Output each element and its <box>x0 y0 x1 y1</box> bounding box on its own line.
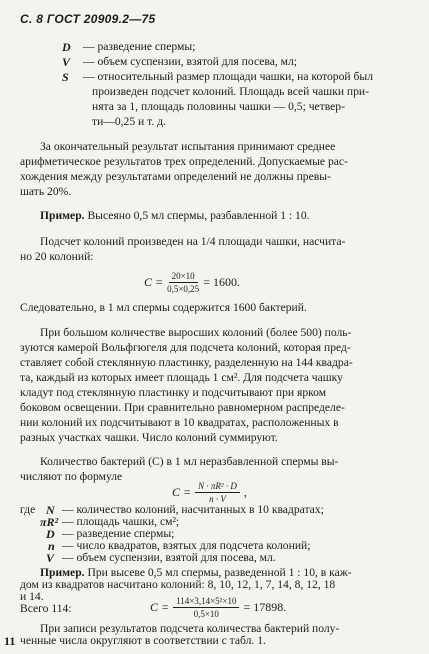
paragraph-line: При большом количестве выросших колоний (более 500) поль- <box>40 326 352 339</box>
def-text-cont: произведен подсчет колоний. Площадь всей чашки при- <box>92 85 369 98</box>
paragraph-line: зуются камерой Вольфгюгеля для подсчета колоний, которая пред- <box>20 341 351 354</box>
formula-3 <box>150 596 286 619</box>
def-symbol: S <box>62 70 69 84</box>
example-label: Пример. <box>40 209 85 222</box>
formula-numerator: 114×3,14×5²×10 <box>173 596 239 608</box>
formula-numerator: 20×10 <box>169 271 198 283</box>
def-text: — относительный размер площади чашки, на которой был <box>83 70 373 83</box>
paragraph-line: За окончательный результат испытания принимают среднее <box>40 140 336 153</box>
paragraph-line: шать 20%. <box>20 185 72 198</box>
paragraph-line: хождения между результатами определений не должны превы- <box>20 170 331 183</box>
paragraph-line: но 20 колоний: <box>20 250 94 263</box>
paragraph-line: нии колоний их подсчитывают в 10 квадратах, расположенных в <box>20 416 339 429</box>
formula-1 <box>144 271 240 294</box>
formula-rhs: = 17898. <box>243 600 287 614</box>
def-text: — число квадратов, взятых для подсчета колоний; <box>62 539 311 552</box>
paragraph-line: ставляет собой стеклянную пластинку, разделенную на 144 квадра- <box>20 356 353 369</box>
formula-2 <box>172 481 247 504</box>
formula-rhs: = 1600. <box>203 275 240 289</box>
paragraph-line: Количество бактерий (C) в 1 мл неразбавленной спермы вы- <box>40 455 339 468</box>
def-text: — разведение спермы; <box>83 40 196 53</box>
def-text: — площадь чашки, см²; <box>62 515 180 528</box>
paragraph-line: Следовательно, в 1 мл спермы содержится 1600 бактерий. <box>20 301 307 314</box>
def-symbol: D <box>46 527 55 541</box>
paragraph-line: арифметическое результатов трех определений. Допускаемые рас- <box>20 155 348 168</box>
formula-denominator: 0,5×0,25 <box>167 284 200 294</box>
example-total: Всего 114: <box>20 602 72 615</box>
formula-fraction <box>195 481 240 504</box>
def-symbol: V <box>46 551 55 565</box>
paragraph-line: боковом освещении. При сравнительно равномерном распределе- <box>20 401 345 414</box>
formula-lhs: C = <box>150 600 170 614</box>
paragraph-line: При записи результатов подсчета количества бактерий полу- <box>40 622 340 635</box>
paragraph-line: та, каждый из которых имеет площадь 1 см². Для подсчета чашку <box>20 371 343 384</box>
paragraph-line: разных участках чашки. Число колоний суммируют. <box>20 431 278 444</box>
def-prefix: где <box>20 503 36 516</box>
page-number: 11 <box>4 634 16 648</box>
def-text: — разведение спермы; <box>62 527 175 540</box>
def-text-cont: нята за 1, площадь половины чашки — 0,5; четвер- <box>92 100 345 113</box>
formula-denominator: 0,5×10 <box>193 609 219 619</box>
def-text: — объем суспензии, взятой для посева, мл. <box>62 551 276 564</box>
def-symbol: n <box>48 539 55 553</box>
formula-fraction <box>173 596 239 619</box>
formula-lhs: C = <box>172 485 192 499</box>
def-symbol: D <box>62 40 71 54</box>
formula-fraction <box>167 271 199 294</box>
example-text: При высеве 0,5 мл спермы, разведенной 1 : 10, в каж- <box>84 566 352 579</box>
example-label: Пример. <box>40 566 85 579</box>
paragraph-line: ченные числа округляют в соответствии с табл. 1. <box>20 634 266 647</box>
formula-denominator: n · V <box>209 494 226 504</box>
example-text: Высеяно 0,5 мл спермы, разбавленной 1 : 10. <box>84 209 310 222</box>
def-text: — объем суспензии, взятой для посева, мл; <box>83 55 297 68</box>
def-symbol: πR² <box>40 515 59 529</box>
formula-rhs: , <box>243 485 247 499</box>
page-header: С. 8 ГОСТ 20909.2—75 <box>20 12 156 26</box>
example-line <box>40 209 310 223</box>
example-line: и 14. <box>20 590 44 603</box>
paragraph-line: Подсчет колоний произведен на 1/4 площади чашки, насчита- <box>40 235 346 248</box>
formula-numerator: N · πR² · D <box>195 481 240 493</box>
def-text: — количество колоний, насчитанных в 10 квадратах; <box>62 503 324 516</box>
paragraph-line: числяют по формуле <box>20 470 123 483</box>
def-symbol: N <box>46 503 55 517</box>
def-symbol: V <box>62 55 71 69</box>
formula-lhs: C = <box>144 275 164 289</box>
def-text-cont: ти—0,25 и т. д. <box>92 115 166 128</box>
example-line: дом из квадратов насчитано колоний: 8, 10, 12, 1, 7, 14, 8, 12, 18 <box>20 578 336 591</box>
paragraph-line: кладут под стеклянную пластинку и подсчитывают при ярком <box>20 386 327 399</box>
